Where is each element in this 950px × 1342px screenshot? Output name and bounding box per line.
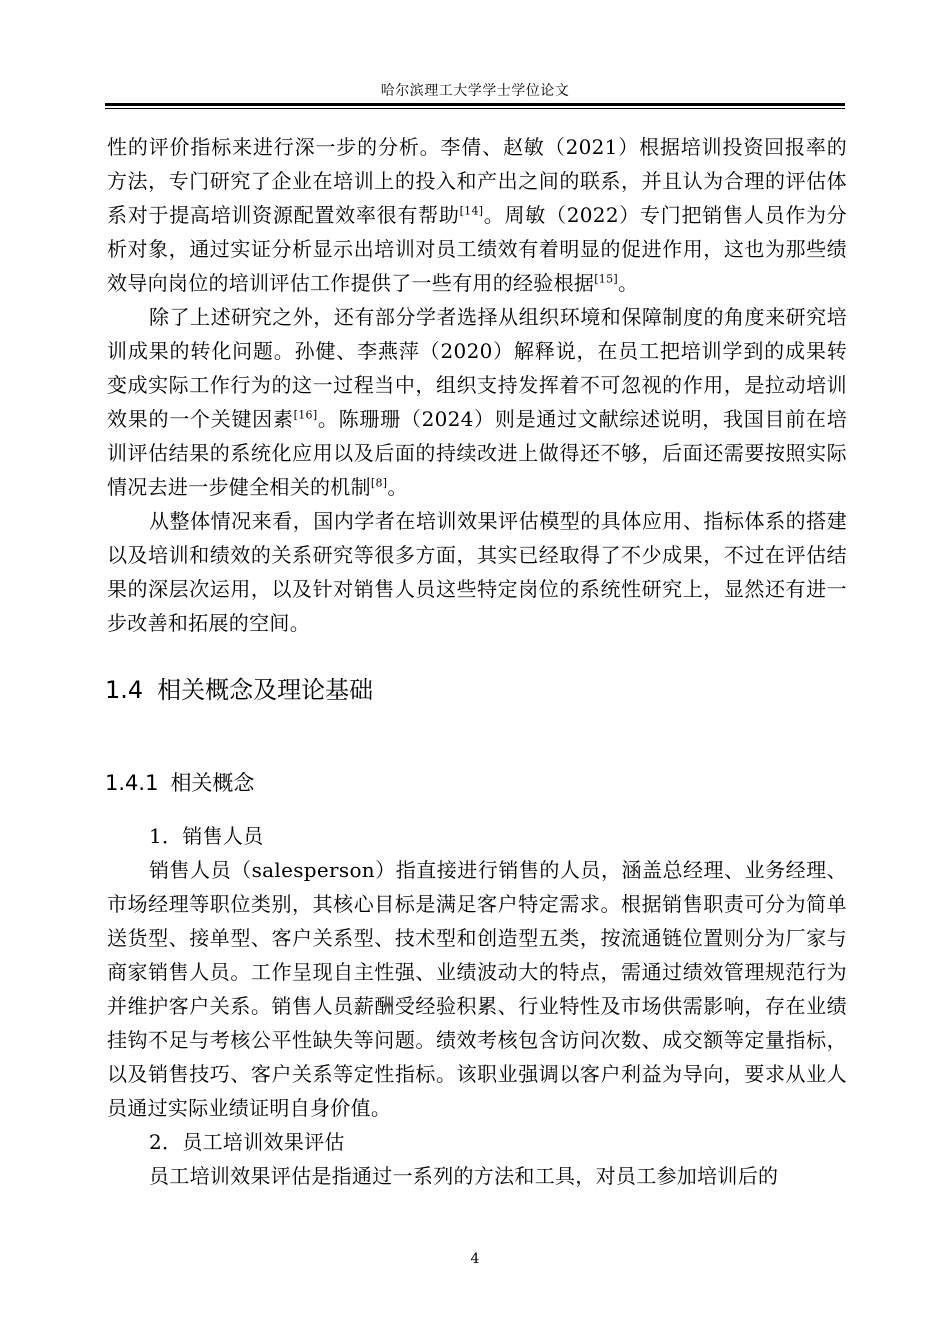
section-number: 1.4	[105, 676, 144, 704]
list-item-label: 2．员工培训效果评估	[149, 1130, 345, 1154]
section-title: 相关概念及理论基础	[157, 676, 374, 704]
paragraph: 员工培训效果评估是指通过一系列的方法和工具，对员工参加培训后的	[149, 1164, 779, 1188]
document-body	[107, 130, 847, 1193]
paragraph-text: 。	[387, 475, 408, 499]
citation-ref: [14]	[459, 204, 484, 218]
page-number: 4	[470, 1251, 480, 1267]
paragraph-text: 。周敏（2022）专门把销售人员作为分析对象，通过实证分析显示出培训对员工绩效有着明显的促进作用，这也为那些绩效导向岗位的培训评估工作提供了一些有用的经验根据	[107, 203, 847, 295]
subsection-title: 相关概念	[170, 771, 255, 795]
subsection-heading	[105, 768, 847, 798]
paragraph: 销售人员（salesperson）指直接进行销售的人员，涵盖总经理、业务经理、市场经理等职位类别，其核心目标是满足客户特定需求。根据销售职责可分为简单送货型、接单型、客户关系型、技术型和创造型五类，按流通链位置则分为厂家与商家销售人员。工作呈现自主性强、业绩波动大的特点，需通过绩效管理规范行为并维护客户关系。销售人员薪酬受经验积累、行业特性及市场供需影响，存在业绩挂钩不足与考核公平性缺失等问题。绩效考核包含访问次数、成交额等定量指标，以及销售技巧、客户关系等定性指标。该职业强调以客户利益为导向，要求从业人员通过实际业绩证明自身价值。	[107, 858, 847, 1120]
section-heading	[105, 674, 847, 706]
citation-ref: [8]	[370, 476, 388, 490]
paragraph-continued	[107, 130, 847, 300]
paragraph	[107, 300, 847, 504]
header-rule-thin	[105, 108, 845, 109]
paragraph-text: 性的评价指标来进行深一步的分析。李倩、赵敏（2021）根据培训投资回报率的方法，专门研究了企业在培训上的投入和产出之间的联系，并且认为合理的评估体系对于提高培训资源配置效率很有帮助	[107, 135, 847, 227]
running-header: 哈尔滨理工大学学士学位论文	[380, 83, 570, 99]
subsection-number: 1.4.1	[105, 771, 159, 795]
header-rule-thick	[105, 103, 845, 106]
citation-ref: [15]	[594, 272, 618, 286]
paragraph: 从整体情况来看，国内学者在培训效果评估模型的具体应用、指标体系的搭建以及培训和绩效的关系研究等很多方面，其实已经取得了不少成果，不过在评估结果的深层次运用，以及针对销售人员这些特定岗位的系统性研究上，显然还有进一步改善和拓展的空间。	[107, 509, 847, 635]
list-item-label: 1．销售人员	[149, 824, 264, 848]
paragraph-text: 。	[617, 271, 639, 295]
paragraph-text: 。陈珊珊（2024）则是通过文献综述说明，我国目前在培训评估结果的系统化应用以及后面的持续改进上做得还不够，后面还需要按照实际情况去进一步健全相关的机制	[107, 407, 848, 499]
paragraph-text: 除了上述研究之外，还有部分学者选择从组织环境和保障制度的角度来研究培训成果的转化问题。孙健、李燕萍（2020）解释说，在员工把培训学到的成果转变成实际工作行为的这一过程当中，组织支持发挥着不可忽视的作用，是拉动培训效果的一个关键因素	[107, 305, 847, 431]
citation-ref: [16]	[293, 408, 318, 422]
